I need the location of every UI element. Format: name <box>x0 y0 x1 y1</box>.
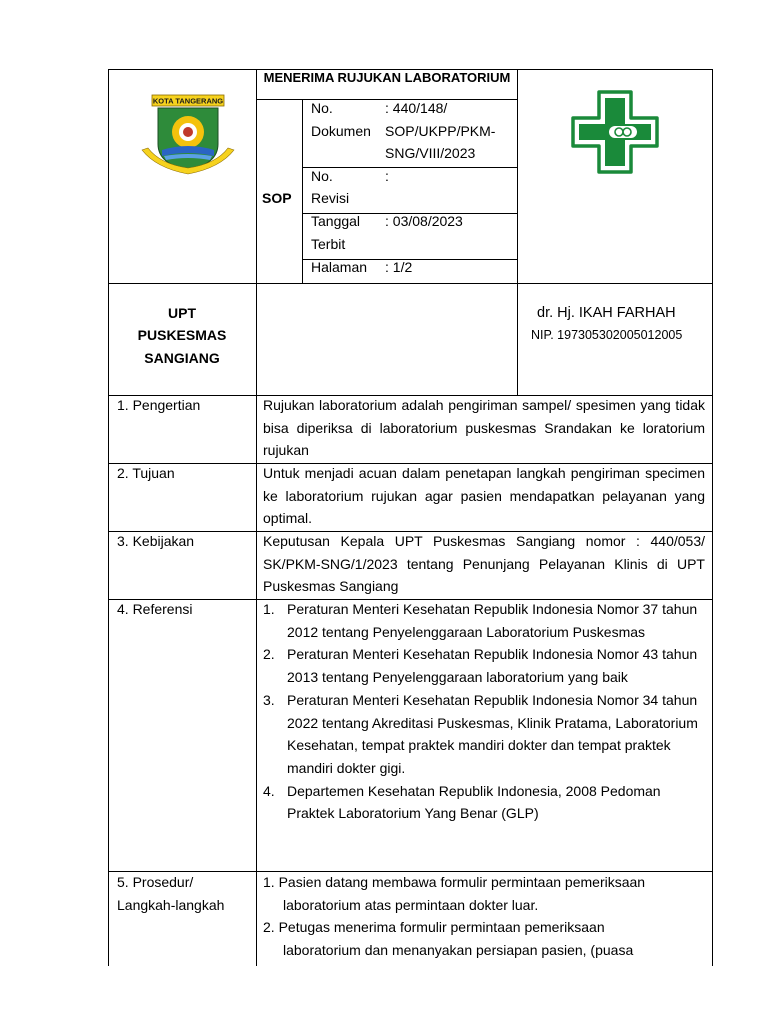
referensi-list <box>263 598 703 825</box>
field-label-no-revisi-2: Revisi <box>311 190 350 206</box>
signatory-nip: NIP. 197305302005012005 <box>531 328 683 342</box>
field-value-tanggal: : 03/08/2023 <box>385 213 463 229</box>
puskesmas-cross-icon <box>569 90 661 174</box>
sop-label: SOP <box>262 190 292 206</box>
field-label-tanggal-2: Terbit <box>311 236 346 252</box>
org-name-line-3: SANGIANG <box>144 350 220 366</box>
prosedur-item: 2. Petugas menerima formulir permintaan pemeriksaan laboratorium dan menanyakan persiapan pasien, (puasa <box>263 919 634 959</box>
field-value-no-dokumen-3: SNG/VIII/2023 <box>385 145 476 161</box>
referensi-item: 2. Peraturan Menteri Kesehatan Republik Indonesia Nomor 43 tahun 2013 tentang Penyelenggaraan laboratorium yang baik <box>263 646 698 686</box>
signatory-name: dr. Hj. IKAH FARHAH <box>537 305 676 321</box>
field-label-no-dokumen-2: Dokumen <box>311 123 371 139</box>
field-value-no-dokumen-2: SOP/UKPP/PKM- <box>385 123 496 139</box>
section-label-prosedur-2: Langkah-langkah <box>117 897 225 913</box>
field-value-no-revisi: : <box>385 168 389 184</box>
field-label-no-dokumen-1: No. <box>311 100 333 116</box>
section-label-pengertian: 1. Pengertian <box>117 397 201 413</box>
field-label-no-revisi-1: No. <box>311 168 333 184</box>
section-label-tujuan: 2. Tujuan <box>117 465 175 481</box>
org-name-line-2: PUSKESMAS <box>137 327 227 343</box>
section-label-referensi: 4. Referensi <box>117 601 193 617</box>
svg-text:KOTA TANGERANG: KOTA TANGERANG <box>152 96 224 106</box>
prosedur-list <box>263 871 683 962</box>
section-text-kebijakan: Keputusan Kepala UPT Puskesmas Sangiang nomor : 440/053/ SK/PKM-SNG/1/2023 tentang Penunjang Pelayanan Klinis di UPT Puskesmas Sangiang <box>263 533 705 595</box>
referensi-item: 4. Departemen Kesehatan Republik Indonesia, 2008 Pedoman Praktek Laboratorium Yang Benar (GLP) <box>263 782 661 822</box>
section-text-tujuan: Untuk menjadi acuan dalam penetapan langkah pengiriman specimen ke laboratorium rujukan agar pasien mendapatkan pelayanan yang optimal. <box>263 465 705 527</box>
referensi-item: 3. Peraturan Menteri Kesehatan Republik Indonesia Nomor 34 tahun 2022 tentang Akreditasi Puskesmas, Klinik Pratama, Laboratorium Kesehatan, tempat praktek mandiri dokter dan tempat praktek mandiri dokter gigi. <box>263 691 698 776</box>
document-title: MENERIMA RUJUKAN LABORATORIUM <box>263 70 511 85</box>
prosedur-item: 1. Pasien datang membawa formulir permintaan pemeriksaan laboratorium atas permintaan dokter luar. <box>263 874 646 913</box>
field-value-halaman: : 1/2 <box>385 259 413 275</box>
kota-tangerang-logo <box>136 94 236 178</box>
section-label-prosedur-1: 5. Prosedur/ <box>117 874 194 890</box>
referensi-item: 1. Peraturan Menteri Kesehatan Republik Indonesia Nomor 37 tahun 2012 tentang Penyelenggaraan Laboratorium Puskesmas <box>263 601 698 640</box>
field-label-halaman: Halaman <box>311 259 368 275</box>
field-value-no-dokumen-1: : 440/148/ <box>385 100 448 116</box>
field-label-tanggal-1: Tanggal <box>311 213 361 229</box>
section-label-kebijakan: 3. Kebijakan <box>117 533 195 549</box>
section-text-pengertian: Rujukan laboratorium adalah pengiriman sampel/ spesimen yang tidak bisa diperiksa di laboratorium puskesmas Srandakan ke loratorium rujukan <box>263 397 705 459</box>
org-name-line-1: UPT <box>168 305 196 321</box>
